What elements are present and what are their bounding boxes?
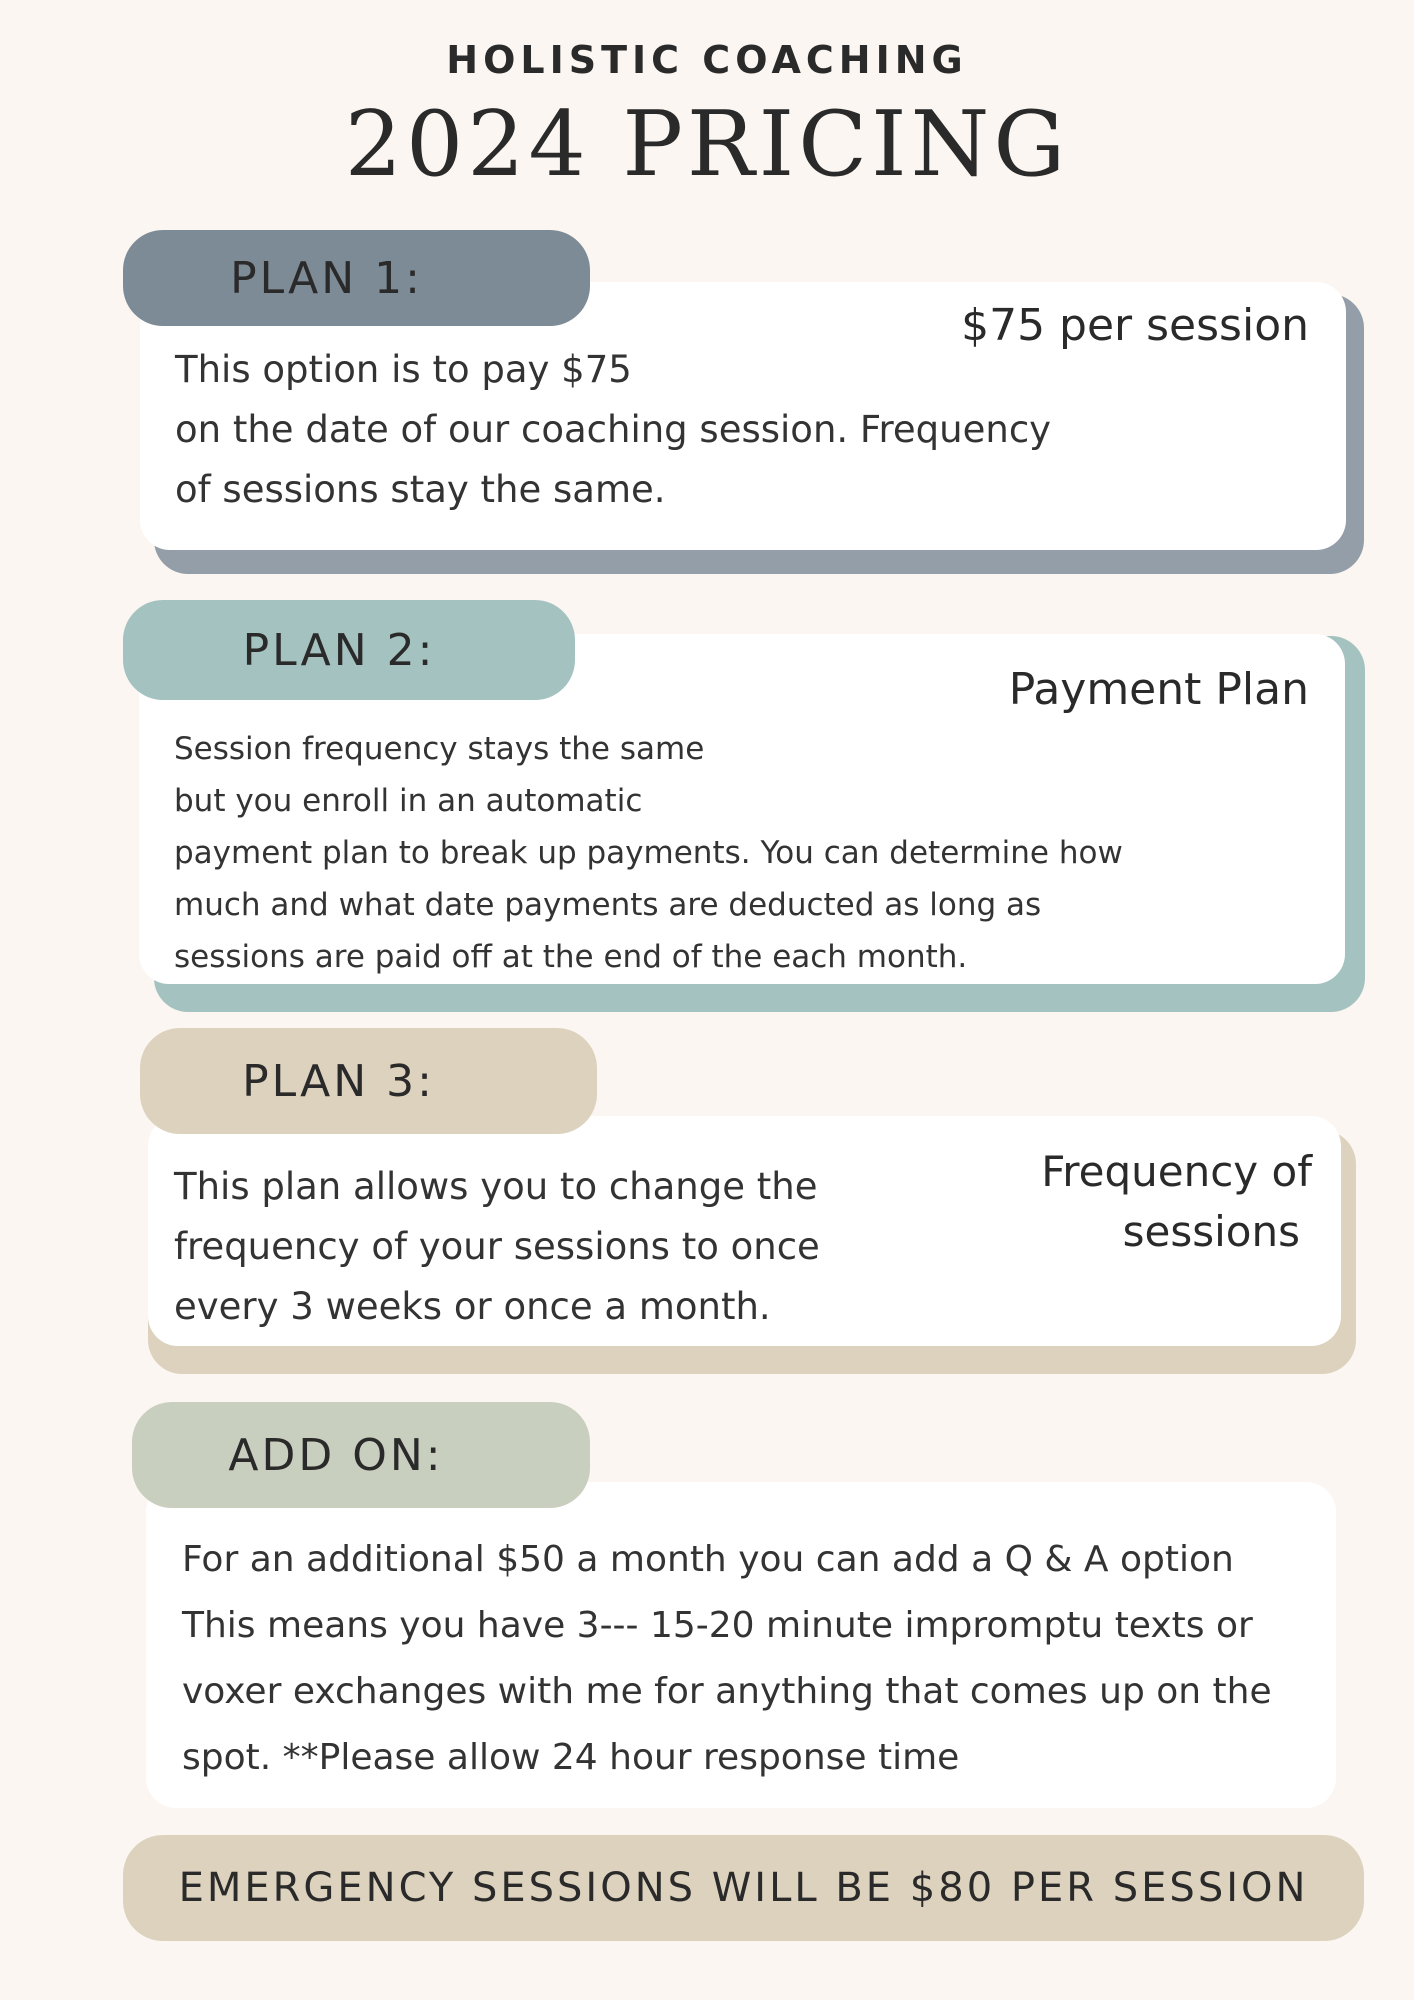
plan-2-label <box>123 600 575 700</box>
addon-line: This means you have 3--- 15-20 minute impromptu texts or <box>182 1605 1253 1646</box>
plan-2-line: but you enroll in an automatic <box>174 783 643 819</box>
plan-1-line: This option is to pay $75 <box>175 348 632 391</box>
addon-line: For an additional $50 a month you can add a Q & A option <box>182 1539 1234 1580</box>
plan-3-tag <box>812 1142 1312 1262</box>
plan-2-line: payment plan to break up payments. You can determine how <box>174 835 1123 871</box>
plan-1-description <box>175 340 1051 520</box>
addon-label-text: ADD ON: <box>228 1429 444 1481</box>
plan-2-tag: Payment Plan <box>1008 664 1309 715</box>
addon-description <box>182 1527 1272 1791</box>
plan-3-description <box>174 1157 820 1337</box>
page-subtitle: HOLISTIC COACHING <box>446 38 968 82</box>
plan-1-label-text: PLAN 1: <box>230 252 423 304</box>
addon-line: voxer exchanges with me for anything that comes up on the <box>182 1671 1272 1712</box>
plan-1-tag: $75 per session <box>961 300 1309 351</box>
plan-3-label-text: PLAN 3: <box>242 1055 435 1107</box>
addon-label <box>132 1402 590 1508</box>
emergency-banner <box>123 1835 1364 1941</box>
plan-2-line: Session frequency stays the same <box>174 731 705 767</box>
plan-3-tag-line: Frequency of <box>1041 1147 1312 1196</box>
plan-1-line: on the date of our coaching session. Frequency <box>175 408 1052 451</box>
plan-2-line: much and what date payments are deducted as long as <box>174 887 1042 923</box>
plan-3-line: This plan allows you to change the <box>174 1165 818 1208</box>
plan-2-description <box>174 723 1123 983</box>
plan-1-line: of sessions stay the same. <box>175 468 666 511</box>
plan-3-tag-line: sessions <box>1122 1207 1300 1256</box>
plan-2-line: sessions are paid off at the end of the each month. <box>174 939 968 975</box>
emergency-banner-text: EMERGENCY SESSIONS WILL BE $80 PER SESSION <box>178 1865 1309 1911</box>
plan-3-line: frequency of your sessions to once <box>174 1225 820 1268</box>
addon-line: spot. **Please allow 24 hour response time <box>182 1737 960 1778</box>
plan-3-line: every 3 weeks or once a month. <box>174 1285 771 1328</box>
plan-1-label <box>123 230 590 326</box>
plan-2-label-text: PLAN 2: <box>242 624 436 676</box>
plan-3-label <box>140 1028 597 1134</box>
page-title: 2024 PRICING <box>344 92 1070 197</box>
